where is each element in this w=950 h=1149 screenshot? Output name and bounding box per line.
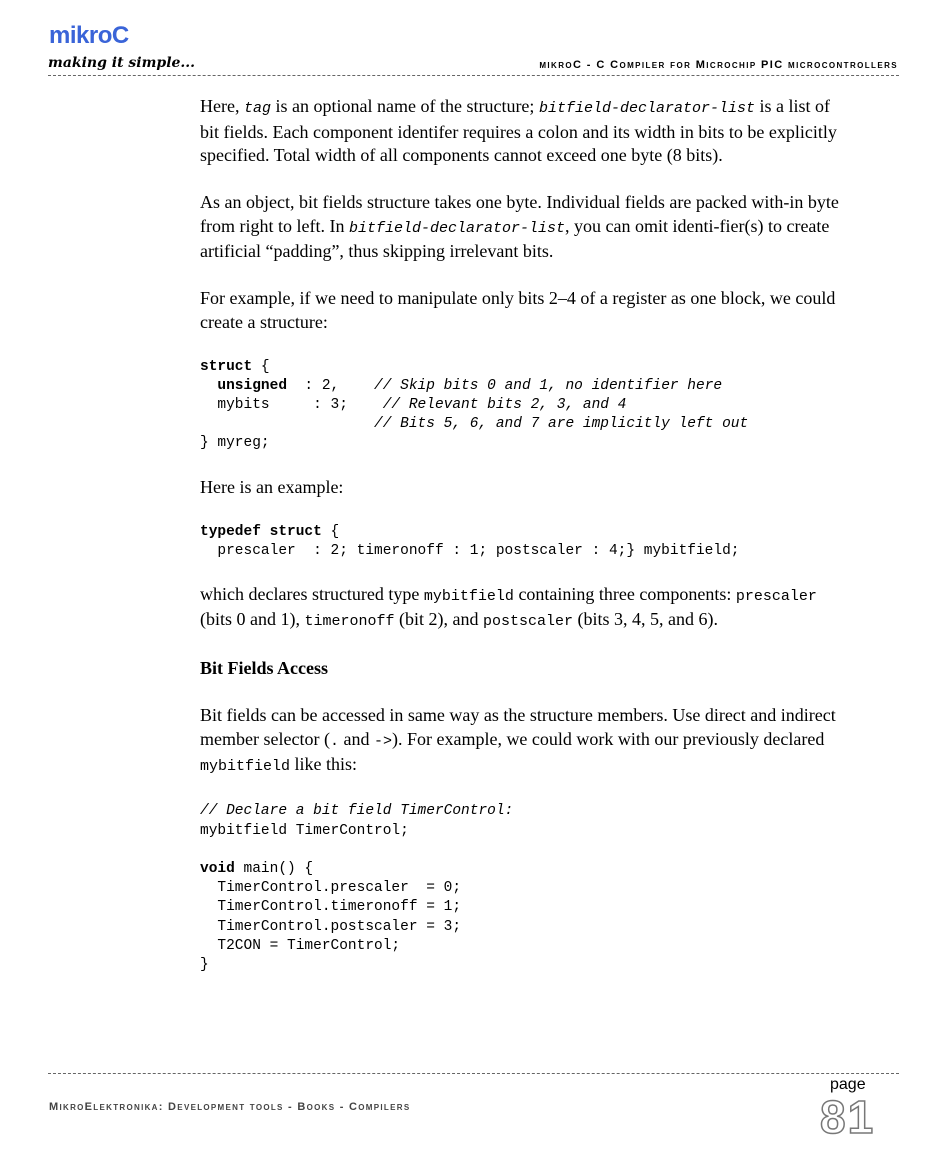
paragraph: Bit fields can be accessed in same way as the structure members. Use direct and indirect member selector (. and ->). For example, we could work with our previously declared mybitfield like this: bbox=[200, 705, 836, 776]
footer-text: MikroElektronika: Development tools - Books - Compilers bbox=[49, 1101, 411, 1113]
page-content bbox=[200, 95, 845, 997]
page-label: page bbox=[830, 1076, 866, 1093]
header-divider bbox=[48, 75, 899, 76]
header-title: mikroC - C Compiler for Microchip PIC microcontrollers bbox=[539, 59, 898, 71]
paragraph: Here is an example: bbox=[200, 476, 344, 497]
tagline: making it simple... bbox=[48, 55, 196, 71]
paragraph: which declares structured type mybitfield containing three components: prescaler (bits 0 and 1), timeronoff (bit 2), and postscaler (bits 3, 4, 5, and 6). bbox=[200, 583, 817, 631]
code-block: typedef struct { prescaler : 2; timeronoff : 1; postscaler : 4;} mybitfield; bbox=[200, 523, 740, 559]
paragraph: As an object, bit fields structure takes one byte. Individual fields are packed with-in byte from right to left. In bitfield-declarator-list, you can omit identi-fier(s) to create artificial “padding”, thus skipping irrelevant bits. bbox=[200, 192, 839, 261]
section-heading: Bit Fields Access bbox=[200, 658, 328, 679]
logo: mikroC bbox=[49, 22, 129, 49]
footer-divider bbox=[48, 1073, 899, 1074]
code-block: struct { unsigned : 2, // Skip bits 0 and 1, no identifier here mybits : 3; // Relevant bits 2, 3, and 4 // Bits 5, 6, and 7 are implicitly left out } myreg; bbox=[200, 358, 749, 452]
page-number: 81 bbox=[820, 1091, 876, 1143]
code-block: // Declare a bit field TimerControl: mybitfield TimerControl; void main() { TimerControl.prescaler = 0; TimerControl.timeronoff = 1; TimerControl.postscaler = 3; T2CON = TimerControl; } bbox=[200, 803, 514, 974]
paragraph: Here, tag is an optional name of the structure; bitfield-declarator-list is a list of bit fields. Each component identifer requires a colon and its width in bits to be explicitly specified. Total width of all components cannot exceed one byte (8 bits). bbox=[200, 96, 837, 165]
paragraph: For example, if we need to manipulate only bits 2–4 of a register as one block, we could create a structure: bbox=[200, 288, 836, 332]
